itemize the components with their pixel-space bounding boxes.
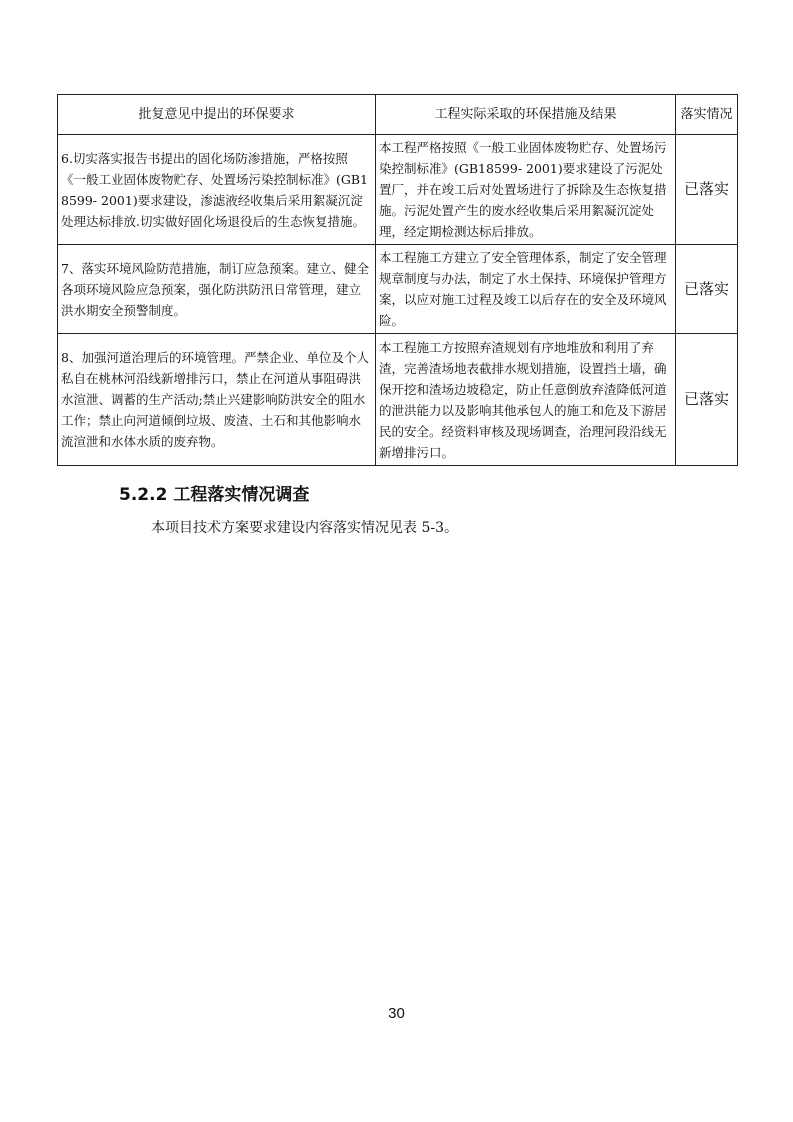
requirement-cell: 6.切实落实报告书提出的固化场防渗措施，严格按照《一般工业固体废物贮存、处置场污染控制标准》(GB18599- 2001)要求建设，渗滤液经收集后采用絮凝沉淀处理达标排放.切实做好固化场退役后的生态恢复措施。 <box>58 135 376 245</box>
header-measure: 工程实际采取的环保措施及结果 <box>376 95 676 135</box>
table-row <box>58 334 738 466</box>
section-paragraph: 本项目技术方案要求建设内容落实情况见表 5-3。 <box>151 520 458 536</box>
page-number: 30 <box>388 1005 405 1022</box>
header-status: 落实情况 <box>676 95 738 135</box>
section-heading: 5.2.2 工程落实情况调查 <box>119 485 310 505</box>
status-cell: 已落实 <box>676 245 738 334</box>
header-requirement: 批复意见中提出的环保要求 <box>58 95 376 135</box>
table-row <box>58 245 738 334</box>
environmental-requirements-table-container <box>57 94 737 466</box>
status-cell: 已落实 <box>676 135 738 245</box>
table-header-row <box>58 95 738 135</box>
table-row <box>58 135 738 245</box>
measure-cell: 本工程施工方建立了安全管理体系，制定了安全管理规章制度与办法，制定了水土保持、环境保护管理方案，以应对施工过程及竣工以后存在的安全及环境风险。 <box>376 245 676 334</box>
status-cell: 已落实 <box>676 334 738 466</box>
requirement-cell: 8、加强河道治理后的环境管理。严禁企业、单位及个人私自在桃林河沿线新增排污口，禁止在河道从事阻碍洪水渲泄、调蓄的生产活动;禁止兴建影响防洪安全的阻水工作；禁止向河道倾倒垃圾、废渣、土石和其他影响水流渲泄和水体水质的废弃物。 <box>58 334 376 466</box>
measure-cell: 本工程严格按照《一般工业固体废物贮存、处置场污染控制标准》(GB18599- 2001)要求建设了污泥处置厂，并在竣工后对处置场进行了拆除及生态恢复措施。污泥处置产生的废水经收集后采用絮凝沉淀处理，经定期检测达标后排放。 <box>376 135 676 245</box>
environmental-requirements-table <box>57 94 738 466</box>
requirement-cell: 7、落实环境风险防范措施，制订应急预案。建立、健全各项环境风险应急预案，强化防洪防汛日常管理，建立洪水期安全预警制度。 <box>58 245 376 334</box>
measure-cell: 本工程施工方按照弃渣规划有序地堆放和利用了弃渣，完善渣场地表截排水规划措施，设置挡土墙，确保开挖和渣场边坡稳定，防止任意倒放弃渣降低河道的泄洪能力以及影响其他承包人的施工和危及下游居民的安全。经资料审核及现场调查，治理河段沿线无新增排污口。 <box>376 334 676 466</box>
